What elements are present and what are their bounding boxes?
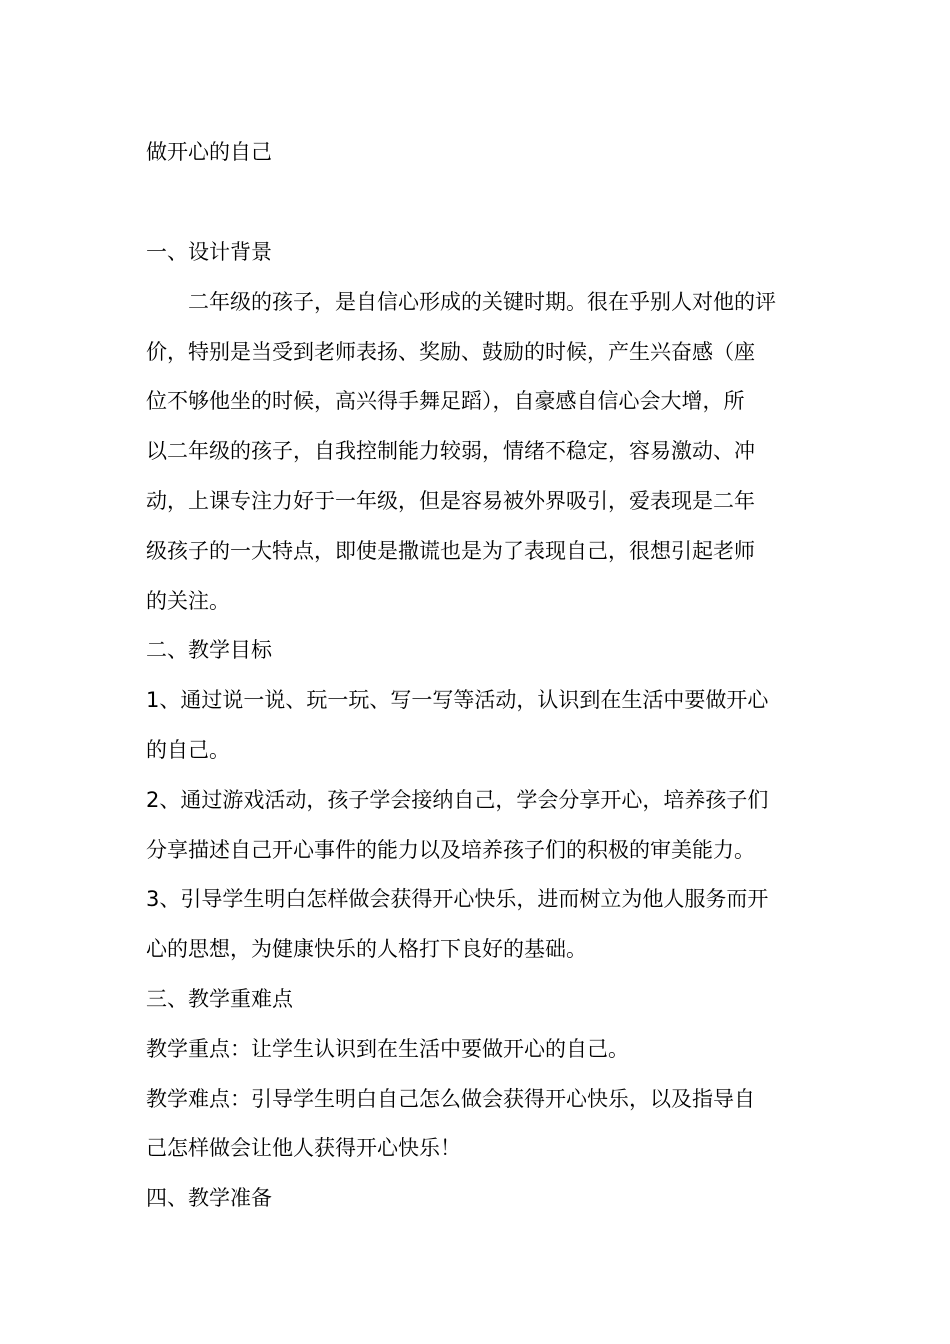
- paragraph-line: 以二年级的孩子，自我控制能力较弱，情绪不稳定，容易激动、冲: [146, 439, 755, 463]
- paragraph-line: 级孩子的一大特点，即使是撒谎也是为了表现自己，很想引起老师: [146, 539, 755, 563]
- paragraph-line: 位不够他坐的时候，高兴得手舞足蹈），自豪感自信心会大增，所: [146, 389, 745, 413]
- paragraph-line: 价，特别是当受到老师表扬、奖励、鼓励的时候，产生兴奋感（座: [146, 340, 755, 364]
- goal-line: 的自己。: [146, 738, 230, 762]
- paragraph-line: 动，上课专注力好于一年级，但是容易被外界吸引，爱表现是二年: [146, 489, 755, 513]
- section-heading-keypoints: 三、教学重难点: [146, 987, 293, 1011]
- keypoint-line: 己怎样做会让他人获得开心快乐！: [146, 1136, 461, 1160]
- goal-line: 分享描述自己开心事件的能力以及培养孩子们的积极的审美能力。: [146, 838, 755, 862]
- section-heading-background: 一、设计背景: [146, 240, 272, 264]
- section-heading-goals: 二、教学目标: [146, 638, 272, 662]
- paragraph-line: 的关注。: [146, 589, 230, 613]
- document-title: 做开心的自己: [146, 140, 272, 164]
- goal-line: 3、引导学生明白怎样做会获得开心快乐，进而树立为他人服务而开: [146, 887, 769, 911]
- goal-line: 2、通过游戏活动，孩子学会接纳自己，学会分享开心，培养孩子们: [146, 788, 769, 812]
- goal-line: 1、通过说一说、玩一玩、写一写等活动，认识到在生活中要做开心: [146, 688, 769, 712]
- paragraph-line: 二年级的孩子，是自信心形成的关键时期。很在乎别人对他的评: [188, 290, 776, 314]
- section-heading-preparation: 四、教学准备: [146, 1186, 272, 1210]
- keypoint-line: 教学难点：引导学生明白自己怎么做会获得开心快乐，以及指导自: [146, 1087, 755, 1111]
- goal-line: 心的思想，为健康快乐的人格打下良好的基础。: [146, 937, 587, 961]
- keypoint-line: 教学重点：让学生认识到在生活中要做开心的自己。: [146, 1037, 629, 1061]
